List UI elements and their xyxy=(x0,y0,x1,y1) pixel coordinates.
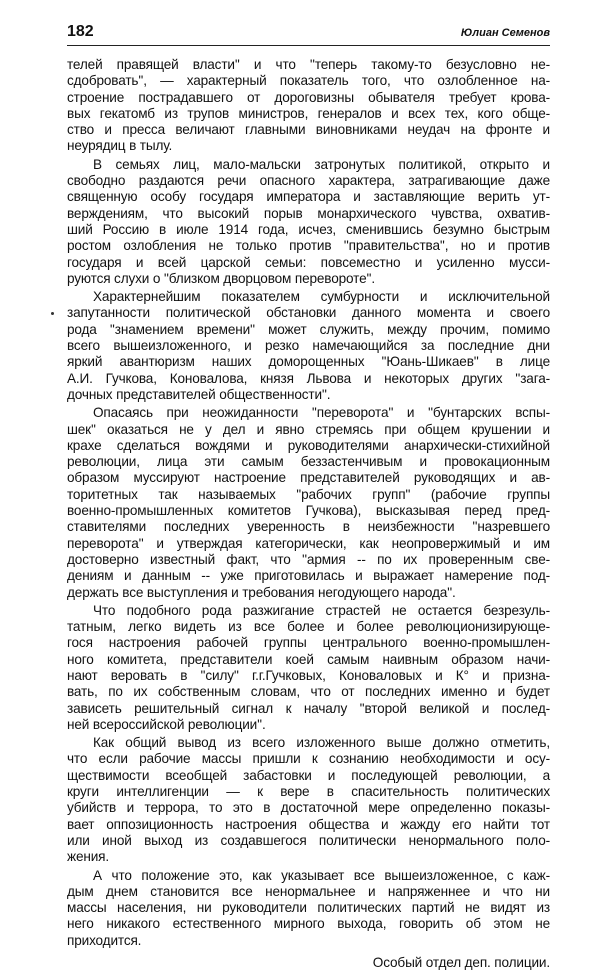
text-line: всего вышеизложенного, и резко намечающийся за последние дни xyxy=(67,338,550,354)
text-line: запутанности политической обстановки данного момента и своего xyxy=(67,305,550,321)
text-line: ставителями последних уверенность в неизбежности ''назревшего xyxy=(67,519,550,535)
text-line: Опасаясь при неожиданности ''переворота'' и ''бунтарских вспы- xyxy=(93,405,550,421)
text-line: достоверно известный факт, что ''армия -- по их проверенным све- xyxy=(67,551,550,567)
text-line: рода ''знамением времени'' может служить, между прочим, помимо xyxy=(67,321,550,337)
text-line: круги интеллигенции — к вере в спасительность политических xyxy=(67,784,550,800)
text-line: ростом озлобления не только против ''правительства'', но и против xyxy=(67,238,550,254)
text-line: дочных представителей общественности''. xyxy=(67,386,331,402)
text-line: держать все выступления и требования негодующего народа''. xyxy=(67,584,456,600)
text-line: гося настроения рабочей группы центрального военно-промышлен- xyxy=(67,635,550,651)
text-line: А что положение это, как указывает все вышеизложенное, с каж- xyxy=(93,867,550,883)
text-line: яркий авантюризм наших доморощенных ''Юань-Шикаев'' в лице xyxy=(67,354,550,370)
text-line: торитетных так называемых ''рабочих групп'' (рабочие группы xyxy=(67,486,550,502)
text-line: массы населения, ни руководители политических партий не видят из xyxy=(67,900,550,916)
text-line: ство и пресса величают главными виновниками неудач на фронте и xyxy=(67,122,550,138)
text-line: сдобровать'', — характерный показатель того, что озлобленное на- xyxy=(67,73,550,89)
text-line: свободно раздаются речи опасного характера, затрагивающие даже xyxy=(67,173,550,189)
text-line: неурядиц в тылу. xyxy=(67,138,173,154)
text-line: дым днем становится все ненормальнее и напряженнее и что ни xyxy=(67,883,550,899)
text-line: Что подобного рода разжигание страстей не остается безрезуль- xyxy=(93,602,550,618)
body-text xyxy=(67,57,550,971)
paragraph xyxy=(67,868,550,949)
text-line: шек'' оказаться не у дел и явно стремясь при общем крушении и xyxy=(67,421,550,437)
text-line: ший Россию в июле 1914 года, исчез, сменившись безумно быстрым xyxy=(67,221,550,237)
running-head-author: Юлиан Семенов xyxy=(460,27,550,39)
text-line: образом муссируют настроение представителей руководящих и ав- xyxy=(67,470,550,486)
text-line: строение пострадавшего от дороговизны обывателя требует крова- xyxy=(67,89,550,105)
text-line: ней всероссийской революции''. xyxy=(67,716,266,732)
text-line: него никакого естественного мирного выхода, говорить об этом не xyxy=(67,916,550,932)
text-line: нают веровать в ''силу'' г.г.Гучковых, Коноваловых и К° и призна- xyxy=(67,667,550,683)
text-line: татным, легко видеть из все более и более революционизирующе- xyxy=(67,619,550,635)
text-line: что если рабочие массы пришли к сознанию необходимости и осу- xyxy=(67,751,550,767)
margin-mark xyxy=(51,312,54,315)
text-line: дениям и данным -- уже приготовилась и выражает намерение под- xyxy=(67,568,550,584)
text-line: крахе сделаться вождями и руководителями анархически-стихийной xyxy=(67,437,550,453)
text-line: или иной выход из создавшегося политически ненормального поло- xyxy=(67,832,550,848)
text-line: телей правящей власти'' и что ''теперь такому-то безусловно не- xyxy=(67,57,550,72)
paragraph xyxy=(67,405,550,601)
text-line: приходится. xyxy=(67,932,142,948)
text-line: вать, по их собственным словам, что от последних именно и будет xyxy=(67,684,550,700)
text-line: ного комитета, представители коей самым наивным образом начи- xyxy=(67,651,550,667)
text-line: государя и всей царской семьи: повсеместно и усиленно мусси- xyxy=(67,254,550,270)
text-line: революции, лица эти самым беззастенчивым и провокационным xyxy=(67,454,550,470)
paragraph xyxy=(67,157,550,287)
text-line: Как общий вывод из всего изложенного выше должно отметить, xyxy=(93,735,550,751)
text-line: Характернейшим показателем сумбурности и исключительной xyxy=(93,289,550,305)
paragraph xyxy=(67,57,550,155)
text-line: священную особу государя императора и заставляющие верить ут- xyxy=(67,189,550,205)
text-line: ществимости всеобщей забастовки и последующей революции, а xyxy=(67,767,550,783)
header-rule xyxy=(67,45,550,46)
text-line: убийств и террора, то это в достаточной мере определенно показы- xyxy=(67,800,550,816)
text-line: А.И. Гучкова, Коновалова, князя Львова и некоторых других ''зага- xyxy=(67,370,550,386)
paragraph xyxy=(67,735,550,865)
text-line: переворота'' и утверждая категорически, как неопровержимый и им xyxy=(67,535,550,551)
text-line: жения. xyxy=(67,849,109,865)
text-line: зависеть решительный сигнал к началу ''второй великой и послед- xyxy=(67,700,550,716)
text-line: вает оппозиционность настроения общества и жажду его найти тот xyxy=(67,816,550,832)
paragraph xyxy=(67,603,550,733)
text-line: военно-промышленных комитетов Гучкова), высказывая перед пред- xyxy=(67,503,550,519)
text-line: вых гекатомб из трупов министров, генералов и всех тех, кого обще- xyxy=(67,105,550,121)
text-line: верждениям, что высокий порыв монархического чувства, охватив- xyxy=(67,205,550,221)
paragraph-gap xyxy=(67,949,550,951)
text-line: В семьях лиц, мало-мальски затронутых политикой, открыто и xyxy=(93,156,550,172)
paragraph xyxy=(67,289,550,403)
page-header xyxy=(67,22,550,44)
page-number: 182 xyxy=(67,23,94,40)
text-line: руются слухи о ''близком дворцовом перевороте''. xyxy=(67,270,376,286)
signature: Особый отдел деп. полиции. xyxy=(372,955,550,971)
